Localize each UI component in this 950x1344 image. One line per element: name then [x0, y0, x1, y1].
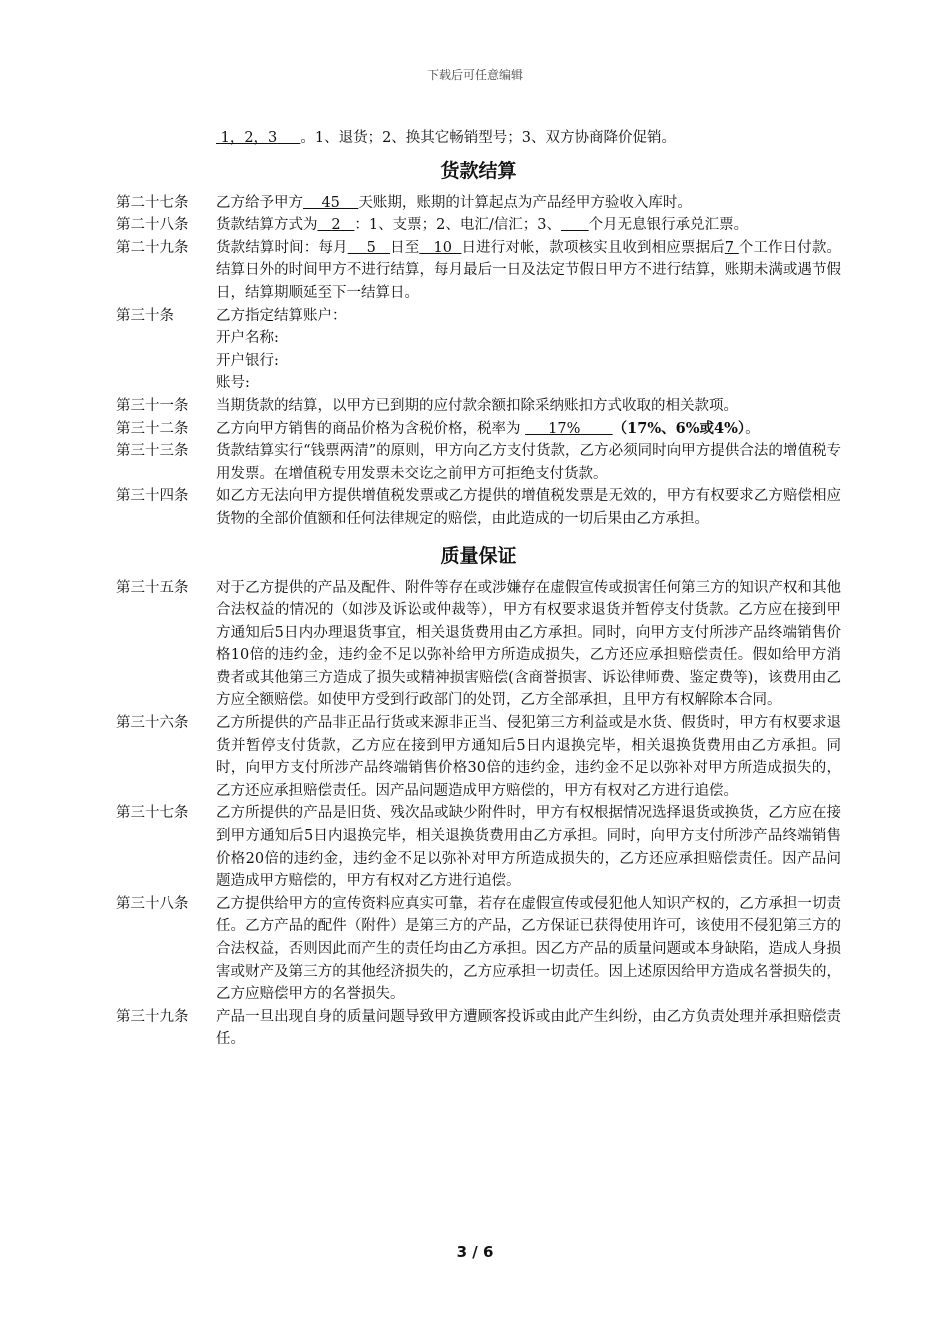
payment-days-value: 7	[724, 239, 735, 256]
section-title-payment: 货款结算	[440, 159, 517, 182]
intro-blank: 1，2，3	[220, 130, 278, 146]
header-note: 下载后可任意编辑	[426, 68, 523, 82]
account-name-label: 开户名称:	[216, 330, 279, 347]
article-text: 货款结算时间：每月 5 日至 10 日进行对帐，款项核实且收到相应票据后7 个工作日付款。结算日外的时间甲方不进行结算，每月最后一日及法定节假日甲方不进行结算，账期未满或遇节假日，结算期顺延至下一结算日。	[216, 239, 842, 301]
section-title-quality: 质量保证	[440, 544, 517, 567]
article-text: 乙方向甲方销售的商品价格为含税价格，税率为 17% （17%、6%或4%）。	[216, 419, 760, 437]
article-27	[116, 192, 841, 215]
article-text: 货款结算方式为 2 ：1、支票；2、电汇/信汇；3、 个月无息银行承兑汇票。	[216, 217, 749, 234]
article-36	[116, 712, 841, 802]
article-number: 第三十三条	[116, 443, 189, 460]
article-31	[116, 395, 841, 418]
article-number: 第三十四条	[116, 488, 189, 505]
article-number: 第三十条	[116, 307, 174, 324]
article-text: 乙方所提供的产品是旧货、残次品或缺少附件时，甲方有权根据情况选择退货或换货，乙方应在接到甲方通知后5日内退换完毕，相关退换货费用由乙方承担。同时，向甲方支付所涉产品终端销售价格20倍的违约金，违约金不足以弥补对甲方所造成损失的，乙方还应承担赔偿责任。因产品问题造成甲方赔偿的，甲方有权对乙方进行追偿。	[216, 805, 841, 890]
account-number-label: 账号:	[216, 375, 250, 392]
article-33	[116, 440, 841, 485]
article-text: 乙方提供给甲方的宣传资料应真实可靠，若存在虚假宣传或侵犯他人知识产权的，乙方承担一切责任。乙方产品的配件（附件）是第三方的产品，乙方保证已获得使用许可，该使用不侵犯第三方的合法权益，否则因此而产生的责任均由乙方承担。因乙方产品的质量问题或本身缺陷，造成人身损害或财产及第三方的其他经济损失的，乙方应承担一切责任。因上述原因给甲方造成名誉损失的，乙方应赔偿甲方的名誉损失。	[216, 895, 841, 1003]
intro-text: 。1、退货；2、换其它畅销型号；3、双方协商降价促销。	[300, 130, 677, 146]
article-38	[116, 893, 841, 1006]
article-number: 第三十二条	[116, 420, 189, 437]
article-32	[116, 418, 841, 441]
bank-label: 开户银行:	[216, 352, 279, 369]
article-text: 产品一旦出现自身的质量问题导致甲方遭顾客投诉或由此产生纠纷，由乙方负责处理并承担赔偿责任。	[216, 1008, 841, 1048]
article-text: 货款结算实行“钱票两清”的原则，甲方向乙方支付货款，乙方必须同时向甲方提供合法的增值税专用发票。在增值税专用发票未交讫之前甲方可拒绝支付货款。	[216, 443, 841, 482]
article-text: 乙方指定结算账户： 开户名称: 开户银行: 账号:	[216, 305, 841, 395]
article-number: 第三十九条	[116, 1008, 189, 1025]
article-30	[116, 305, 841, 395]
credit-days-value: 45	[321, 194, 340, 211]
article-number: 第三十一条	[116, 397, 189, 414]
tax-rate-value: 17%	[548, 420, 581, 437]
payment-method-value: 2	[331, 217, 341, 234]
article-number: 第二十七条	[116, 194, 189, 211]
intro-line	[116, 127, 841, 150]
article-number: 第三十六条	[116, 715, 189, 732]
article-text: 乙方所提供的产品非正品行货或来源非正当、侵犯第三方利益或是水货、假货时，甲方有权要求退货并暂停支付货款，乙方应在接到甲方通知后5日内退换完毕，相关退换货费用由乙方承担。同时，向甲方支付所涉产品终端销售价格30倍的违约金，违约金不足以弥补对甲方所造成损失的，乙方还应承担赔偿责任。因产品问题造成甲方赔偿的，甲方有权对乙方进行追偿。	[216, 715, 841, 799]
article-29	[116, 237, 841, 305]
article-number: 第三十七条	[116, 805, 189, 822]
article-text: 对于乙方提供的产品及配件、附件等存在或涉嫌存在虚假宣传或损害任何第三方的知识产权和其他合法权益的情况的（如涉及诉讼或仲裁等），甲方有权要求退货并暂停支付货款。乙方应在接到甲方通知后5日内办理退货事宜，相关退货费用由乙方承担。同时，向甲方支付所涉产品终端销售价格10倍的违约金，违约金不足以弥补给甲方所造成损失，乙方还应承担赔偿责任。假如给甲方消费者或其他第三方造成了损失或精神损害赔偿(含商誉损害、诉讼律师费、鉴定费等)，该费用由乙方应全额赔偿。如使甲方受到行政部门的处罚，乙方全部承担，且甲方有权解除本合同。	[216, 579, 841, 709]
reconcile-end-day: 10	[433, 239, 452, 256]
article-28	[116, 214, 841, 237]
article-number: 第二十九条	[116, 239, 189, 256]
article-text: 如乙方无法向甲方提供增值税发票或乙方提供的增值税发票是无效的，甲方有权要求乙方赔偿相应货物的全部价值额和任何法律规定的赔偿，由此造成的一切后果由乙方承担。	[216, 488, 841, 527]
article-number: 第三十五条	[116, 579, 189, 596]
document-body	[116, 127, 841, 1051]
article-34	[116, 485, 841, 530]
page-number: 3 / 6	[456, 1243, 494, 1261]
article-39	[116, 1006, 841, 1051]
article-number: 第二十八条	[116, 217, 189, 234]
article-35	[116, 577, 841, 713]
article-text: 乙方给予甲方 45 天账期，账期的计算起点为产品经甲方验收入库时。	[216, 194, 692, 211]
article-number: 第三十八条	[116, 895, 189, 912]
reconcile-start-day: 5	[366, 239, 376, 256]
article-37	[116, 802, 841, 892]
article-text: 当期货款的结算，以甲方已到期的应付款余额扣除采纳账扣方式收取的相关款项。	[216, 397, 738, 414]
